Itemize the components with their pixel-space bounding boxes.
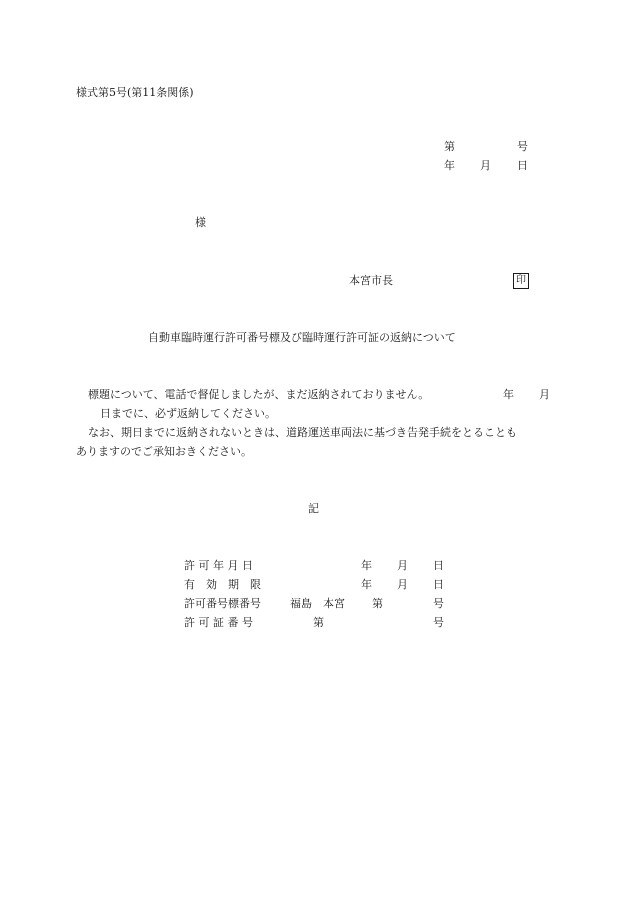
plate-number-dai: 第 <box>372 597 383 610</box>
permit-date-label: 許 可 年 月 日 <box>184 559 253 572</box>
date-day: 日 <box>517 159 528 172</box>
doc-number-dai: 第 <box>444 140 455 153</box>
permit-number-dai: 第 <box>313 616 324 629</box>
issuer-title: 本宮市長 <box>349 274 393 287</box>
permit-date-year: 年 <box>361 559 372 572</box>
body-p1-line2: 日までに、必ず返納してください。 <box>100 407 276 420</box>
body-p1-month: 月 <box>539 388 550 401</box>
form-label: 様式第5号(第11条関係) <box>76 86 194 99</box>
plate-region: 福島 本宮 <box>290 597 345 610</box>
date-month: 月 <box>480 159 491 172</box>
plate-number-go: 号 <box>433 597 444 610</box>
validity-label: 有 効 期 限 <box>184 578 261 591</box>
addressee-sama: 様 <box>195 216 206 229</box>
body-p1-line1: 標題について、電話で督促しましたが、まだ返納されておりません。 <box>88 388 430 401</box>
validity-year: 年 <box>361 578 372 591</box>
body-p2-line1: なお、期日までに返納されないときは、道路運送車両法に基づき告発手続をとることも <box>88 426 517 439</box>
subject-title: 自動車臨時運行許可番号標及び臨時運行許可証の返納について <box>148 331 456 344</box>
body-p1-year: 年 <box>503 388 514 401</box>
permit-number-label: 許 可 証 番 号 <box>184 616 253 629</box>
validity-month: 月 <box>397 578 408 591</box>
seal-mark <box>513 273 529 289</box>
permit-number-go: 号 <box>433 616 444 629</box>
seal-icon: 印 <box>513 273 529 289</box>
body-p2-line2: ありますのでご承知おきください。 <box>76 445 252 458</box>
doc-number-go: 号 <box>517 140 528 153</box>
permit-date-month: 月 <box>397 559 408 572</box>
permit-date-day: 日 <box>433 559 444 572</box>
validity-day: 日 <box>433 578 444 591</box>
plate-number-label: 許可番号標番号 <box>184 597 261 610</box>
ki-heading: 記 <box>308 502 319 515</box>
date-year: 年 <box>444 159 455 172</box>
